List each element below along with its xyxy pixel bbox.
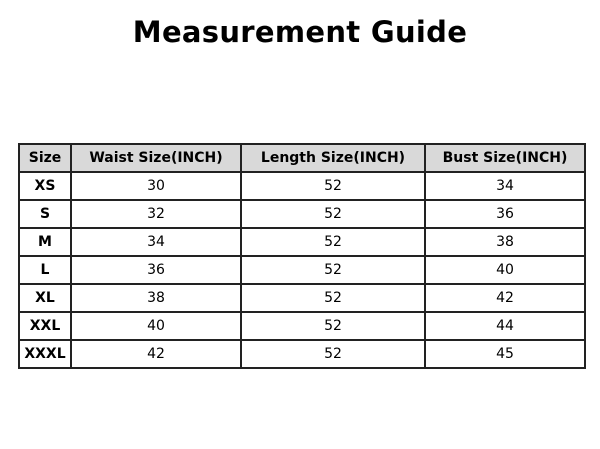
length-cell: 52 xyxy=(241,340,425,368)
waist-cell: 42 xyxy=(71,340,241,368)
table-row xyxy=(19,200,585,228)
waist-cell: 34 xyxy=(71,228,241,256)
size-cell: XXXL xyxy=(19,340,71,368)
page-title: Measurement Guide xyxy=(132,15,468,49)
length-cell: 52 xyxy=(241,200,425,228)
bust-cell: 44 xyxy=(425,312,585,340)
size-cell: M xyxy=(19,228,71,256)
bust-cell: 42 xyxy=(425,284,585,312)
header-waist-size: Waist Size(INCH) xyxy=(71,144,241,172)
header-length-size: Length Size(INCH) xyxy=(241,144,425,172)
measurement-table xyxy=(18,143,586,369)
waist-cell: 30 xyxy=(71,172,241,200)
table-row xyxy=(19,284,585,312)
length-cell: 52 xyxy=(241,284,425,312)
table-row xyxy=(19,172,585,200)
length-cell: 52 xyxy=(241,256,425,284)
waist-cell: 40 xyxy=(71,312,241,340)
table-header-row xyxy=(19,144,585,172)
bust-cell: 36 xyxy=(425,200,585,228)
waist-cell: 32 xyxy=(71,200,241,228)
size-cell: S xyxy=(19,200,71,228)
length-cell: 52 xyxy=(241,312,425,340)
size-cell: XXL xyxy=(19,312,71,340)
bust-cell: 34 xyxy=(425,172,585,200)
header-bust-size: Bust Size(INCH) xyxy=(425,144,585,172)
bust-cell: 45 xyxy=(425,340,585,368)
table-row xyxy=(19,340,585,368)
size-cell: L xyxy=(19,256,71,284)
table-row xyxy=(19,312,585,340)
waist-cell: 36 xyxy=(71,256,241,284)
header-size: Size xyxy=(19,144,71,172)
bust-cell: 40 xyxy=(425,256,585,284)
length-cell: 52 xyxy=(241,228,425,256)
size-cell: XS xyxy=(19,172,71,200)
waist-cell: 38 xyxy=(71,284,241,312)
table-row xyxy=(19,228,585,256)
table-row xyxy=(19,256,585,284)
size-cell: XL xyxy=(19,284,71,312)
bust-cell: 38 xyxy=(425,228,585,256)
length-cell: 52 xyxy=(241,172,425,200)
